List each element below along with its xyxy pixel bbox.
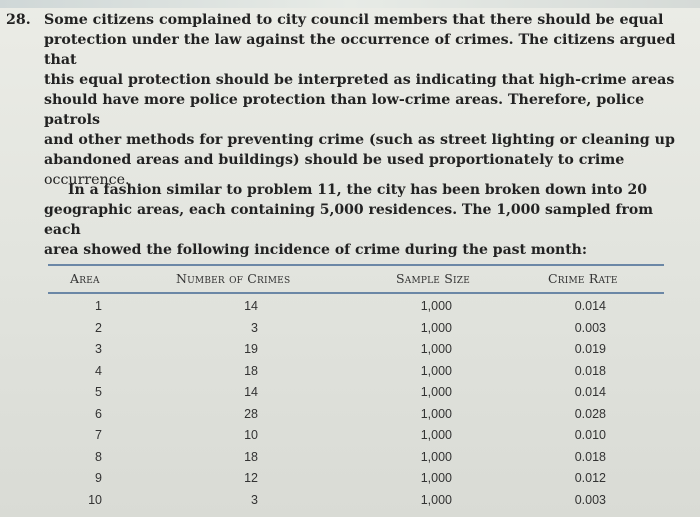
- table-top-rule: [48, 264, 664, 266]
- cell-crime-rate: 0.018: [574, 363, 606, 378]
- table-row: [0, 299, 700, 321]
- cell-number-of-crimes: 10: [244, 428, 258, 442]
- table-row: [0, 342, 700, 364]
- header-crime-rate: Crime Rate: [548, 271, 618, 286]
- cell-sample-size: 1,000: [420, 342, 452, 356]
- cell-area: 2: [95, 320, 102, 335]
- problem-line: and other methods for preventing crime (such as street lighting or cleaning up: [44, 132, 675, 148]
- screen-edge: [0, 0, 700, 8]
- cell-area: 1: [95, 299, 102, 313]
- cell-crime-rate: 0.019: [574, 342, 606, 356]
- cell-area: 9: [95, 471, 102, 485]
- cell-sample-size: 1,000: [420, 363, 452, 378]
- cell-crime-rate: 0.028: [574, 406, 606, 421]
- problem-paragraph-2: [44, 180, 684, 260]
- problem-line: this equal protection should be interpreted as indicating that high-crime areas: [44, 72, 675, 88]
- problem-number: 28.: [6, 12, 31, 28]
- cell-crime-rate: 0.003: [574, 492, 606, 507]
- cell-sample-size: 1,000: [420, 406, 452, 421]
- table-row: [0, 385, 700, 407]
- header-area: Area: [70, 271, 100, 286]
- cell-area: 8: [95, 449, 102, 464]
- cell-crime-rate: 0.003: [574, 320, 606, 335]
- problem-line: Some citizens complained to city council members that there should be equal: [44, 12, 664, 28]
- table-row: [0, 450, 700, 472]
- problem-line: area showed the following incidence of crime during the past month:: [44, 242, 588, 258]
- problem-line: abandoned areas and buildings) should be used proportionately to crime: [44, 152, 625, 168]
- problem-line: should have more police protection than low-crime areas. Therefore, police patrols: [44, 92, 645, 128]
- problem-line: protection under the law against the occurrence of crimes. The citizens argued that: [44, 32, 676, 68]
- table-row: [0, 428, 700, 450]
- header-sample-size: Sample Size: [396, 271, 470, 286]
- problem-line: geographic areas, each containing 5,000 residences. The 1,000 sampled from each: [44, 202, 654, 238]
- table-row: [0, 407, 700, 429]
- cell-number-of-crimes: 3: [251, 492, 258, 507]
- header-number-of-crimes: Number of Crimes: [176, 271, 291, 286]
- problem-line: In a fashion similar to problem 11, the city has been broken down into 20: [68, 182, 647, 198]
- cell-number-of-crimes: 3: [251, 320, 258, 335]
- cell-sample-size: 1,000: [420, 299, 452, 313]
- problem-line: occurrence.: [44, 172, 130, 188]
- cell-sample-size: 1,000: [420, 471, 452, 485]
- cell-crime-rate: 0.014: [574, 385, 606, 399]
- cell-number-of-crimes: 12: [244, 471, 258, 485]
- cell-sample-size: 1,000: [420, 385, 452, 399]
- cell-sample-size: 1,000: [420, 320, 452, 335]
- cell-crime-rate: 0.014: [574, 299, 606, 313]
- cell-sample-size: 1,000: [420, 428, 452, 442]
- cell-area: 5: [95, 385, 102, 399]
- cell-area: 7: [95, 428, 102, 442]
- cell-number-of-crimes: 28: [244, 406, 258, 421]
- table-row: [0, 493, 700, 515]
- cell-number-of-crimes: 14: [244, 385, 258, 399]
- cell-number-of-crimes: 18: [244, 449, 258, 464]
- table-row: [0, 364, 700, 386]
- problem-paragraph: [44, 10, 684, 190]
- table-row: [0, 471, 700, 493]
- cell-number-of-crimes: 19: [244, 342, 258, 356]
- cell-area: 6: [95, 406, 102, 421]
- cell-crime-rate: 0.012: [574, 471, 606, 485]
- table-row: [0, 321, 700, 343]
- cell-number-of-crimes: 14: [244, 299, 258, 313]
- table-header-rule: [48, 292, 664, 294]
- cell-number-of-crimes: 18: [244, 363, 258, 378]
- cell-area: 10: [88, 492, 102, 507]
- cell-crime-rate: 0.010: [574, 428, 606, 442]
- cell-sample-size: 1,000: [420, 449, 452, 464]
- cell-sample-size: 1,000: [420, 492, 452, 507]
- cell-crime-rate: 0.018: [574, 449, 606, 464]
- cell-area: 4: [95, 363, 102, 378]
- cell-area: 3: [95, 342, 102, 356]
